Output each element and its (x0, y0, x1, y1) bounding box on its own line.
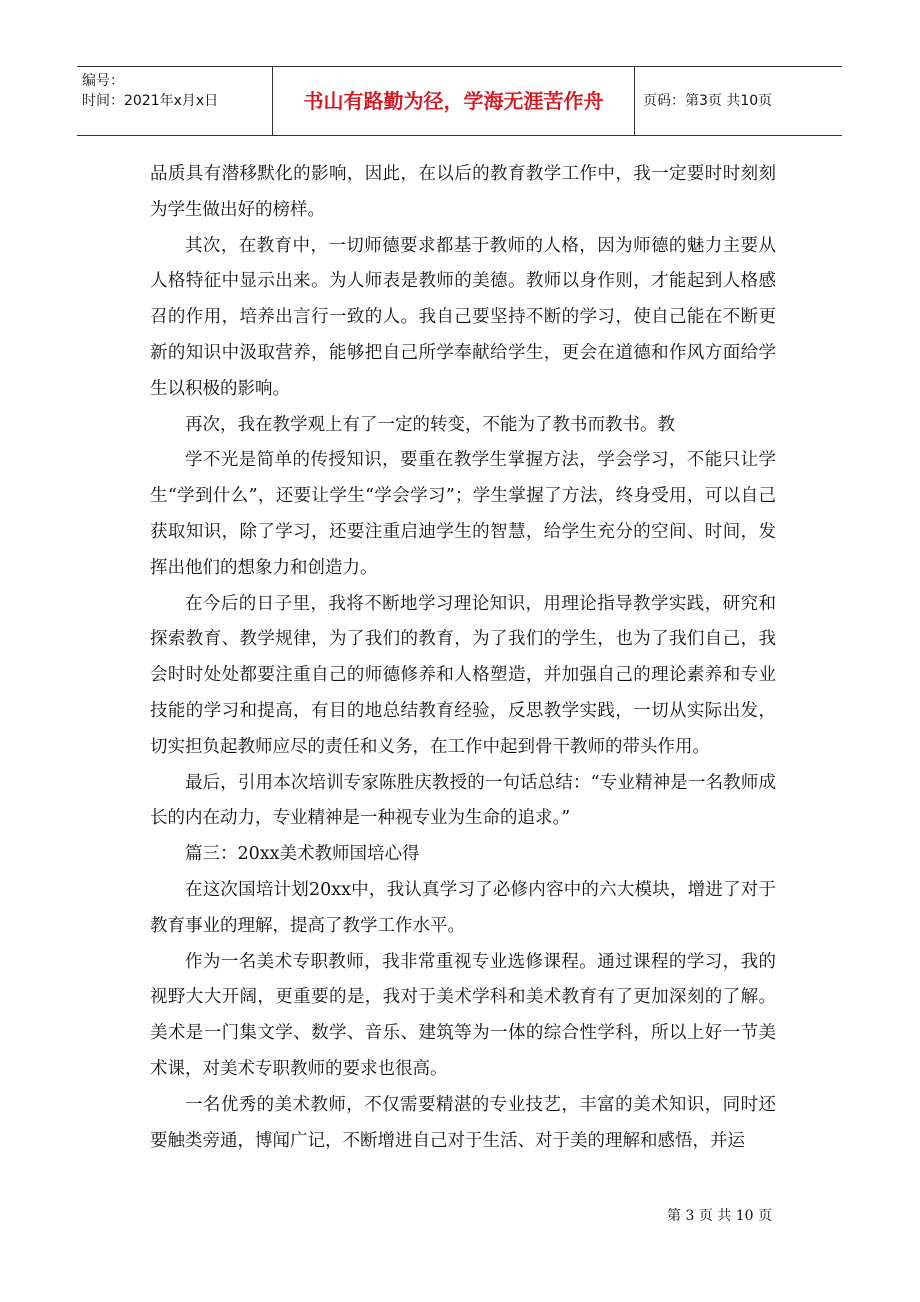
paragraph: 在今后的日子里，我将不断地学习理论知识，用理论指导教学实践，研究和探索教育、教学规律，为了我们的教育，为了我们的学生，也为了我们自己，我会时时处处都要注重自己的师德修养和人格塑造，并加强自己的理论素养和专业技能的学习和提高，有目的地总结教育经验，反思教学实践，一切从实际出发，切实担负起教师应尽的责任和义务，在工作中起到骨干教师的带头作用。 (150, 593, 776, 757)
paragraph: 一名优秀的美术教师，不仅需要精湛的专业技艺，丰富的美术知识，同时还要触类旁通，博闻广记，不断增进自己对于生活、对于美的理解和感悟，并运 (150, 1094, 776, 1151)
paragraph: 品质具有潜移默化的影响，因此，在以后的教育教学工作中，我一定要时时刻刻为学生做出好的榜样。 (150, 164, 776, 220)
paragraph: 在这次国培计划20xx中，我认真学习了必修内容中的六大模块，增进了对于教育事业的理解，提高了教学工作水平。 (150, 879, 776, 936)
header-page-info: 页码：第3页 共10页 (643, 93, 773, 109)
header-motto: 书山有路勤为径，学海无涯苦作舟 (273, 67, 635, 135)
page-footer: 第 3 页 共 10 页 (667, 1208, 772, 1224)
code-label: 编号： (82, 73, 124, 89)
time-text: 时间：2021年x月x日 (82, 93, 219, 109)
header-meta-cell (77, 67, 273, 135)
document-body (150, 157, 776, 1159)
paragraph: 学不光是简单的传授知识，要重在教学生掌握方法，学会学习，不能只让学生“学到什么”，还要让学生“学会学习”；学生掌握了方法，终身受用，可以自己获取知识，除了学习，还要注重启迪学生的智慧，给学生充分的空间、时间，发挥出他们的想象力和创造力。 (150, 450, 776, 578)
section-heading: 篇三：20xx美术教师国培心得 (185, 844, 420, 865)
paragraph: 再次，我在教学观上有了一定的转变，不能为了教书而教书。教 (185, 414, 675, 435)
paragraph: 最后，引用本次培训专家陈胜庆教授的一句话总结：“专业精神是一名教师成长的内在动力，专业精神是一种视专业为生命的追求。” (150, 772, 776, 829)
paragraph: 其次，在教育中，一切师德要求都基于教师的人格，因为师德的魅力主要从人格特征中显示出来。为人师表是教师的美德。教师以身作则，才能起到人格感召的作用，培养出言行一致的人。我自己要坚持不断的学习，使自己能在不断更新的知识中汲取营养，能够把自己所学奉献给学生，更会在道德和作风方面给学生以积极的影响。 (150, 235, 776, 399)
paragraph: 作为一名美术专职教师，我非常重视专业选修课程。通过课程的学习，我的视野大大开阔，更重要的是，我对于美术学科和美术教育有了更加深刻的了解。美术是一门集文学、数学、音乐、建筑等为一体的综合性学科，所以上好一节美术课，对美术专职教师的要求也很高。 (150, 951, 776, 1079)
page-header (77, 66, 842, 136)
